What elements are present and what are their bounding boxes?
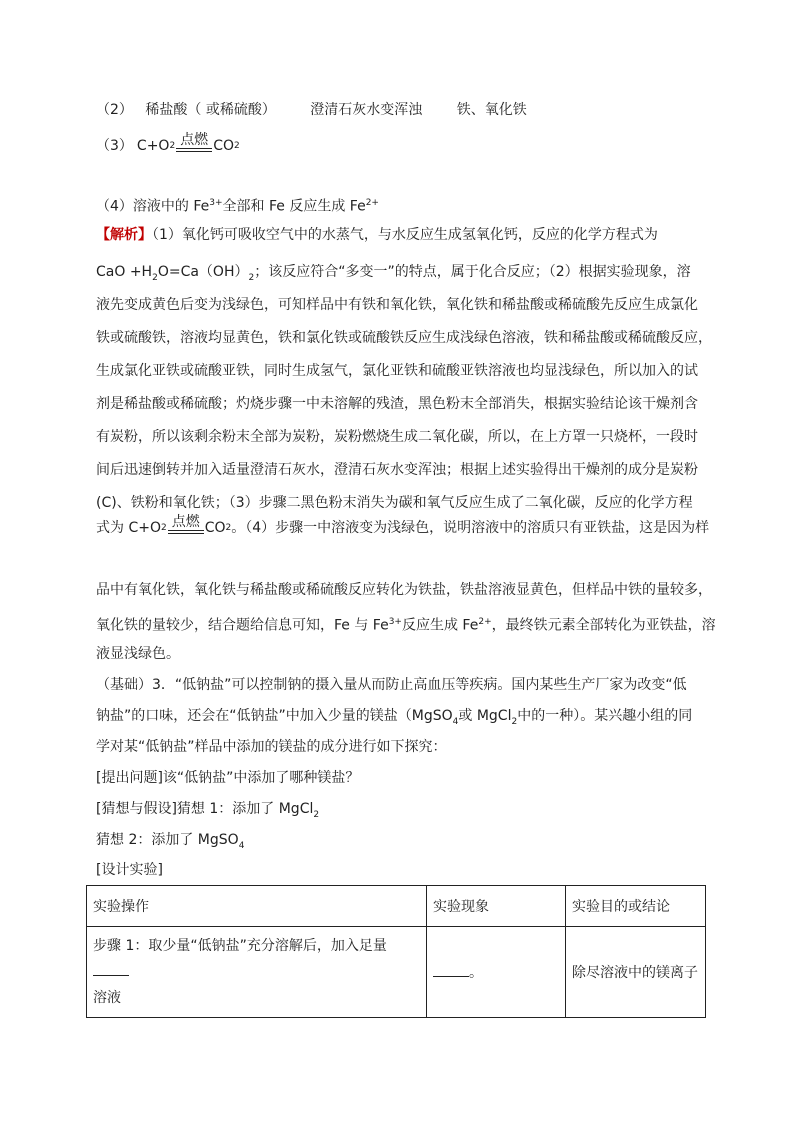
- analysis-text: 剂是稀盐酸或稀硫酸；灼烧步骤一中未溶解的残渣，黑色粉末全部消失，根据实验结论该干燥剂含: [96, 396, 698, 412]
- answer-3: [96, 133, 240, 156]
- table-row: [87, 927, 706, 1018]
- subscript: 4: [238, 840, 245, 851]
- operation-text: 溶液: [93, 990, 121, 1006]
- analysis-text: 间后迅速倒转并加入适量澄清石灰水，澄清石灰水变浑浊；根据上述实验得出干燥剂的成分是炭粉: [96, 462, 698, 478]
- analysis-line-6: [96, 394, 698, 414]
- subscript: 2: [225, 523, 232, 533]
- phenomenon-text: 。: [469, 965, 483, 981]
- table-cell-conclusion: [566, 927, 706, 1018]
- question-text: 中的一种）。某兴趣小组的同: [517, 708, 693, 724]
- analysis-text: 生成氯化亚铁或硫酸亚铁，同时生成氢气，氯化亚铁和硫酸亚铁溶液也均显浅绿色，所以加入的试: [96, 363, 698, 379]
- question-line-6: [96, 830, 244, 856]
- analysis-line-8: [96, 460, 698, 480]
- analysis-line-12: [96, 612, 716, 636]
- question-text: [设计实验]: [96, 862, 163, 878]
- equation-product: CO: [213, 138, 234, 154]
- superscript: 2+: [478, 617, 492, 627]
- question-line-2: [96, 706, 692, 732]
- equation-part: O=Ca（OH）: [157, 264, 249, 280]
- table-header-row: [87, 886, 706, 927]
- analysis-text: 有炭粉，所以该剩余粉末全部为炭粉，炭粉燃烧生成二氧化碳，所以，在上方罩一只烧杯，一段时: [96, 429, 698, 445]
- question-line-5: [96, 799, 319, 825]
- analysis-line-7: [96, 427, 698, 447]
- analysis-text: 品中有氧化铁，氧化铁与稀盐酸或稀硫酸反应转化为铁盐，铁盐溶液显黄色，但样品中铁的量较多，: [96, 582, 712, 598]
- answer-2: [96, 100, 527, 120]
- analysis-text: 氧化铁的量较少，结合题给信息可知，Fe 与 Fe: [96, 617, 389, 634]
- superscript: 2+: [365, 198, 379, 208]
- answer-2-reagent: 稀盐酸（ 或稀硫酸）: [145, 102, 276, 118]
- reaction-condition: [176, 133, 212, 156]
- equation-part: 式为 C+O: [96, 520, 161, 536]
- equation-part: CaO +H: [96, 264, 153, 280]
- subscript: 2: [160, 523, 167, 533]
- condition-text: 点燃: [180, 132, 209, 148]
- analysis-line-11: [96, 580, 712, 600]
- answer-2-conclusion: 铁、氧化铁: [456, 102, 527, 118]
- question-line-3: [96, 737, 447, 757]
- subscript: 2: [248, 272, 255, 283]
- subscript: 2: [511, 716, 518, 727]
- analysis-line-5: [96, 361, 698, 381]
- question-line-1: [96, 675, 687, 695]
- experiment-table: [86, 885, 706, 1018]
- subscript: 2: [233, 141, 240, 151]
- analysis-text: 反应生成 Fe: [401, 617, 479, 634]
- answer-number: （3）: [96, 138, 133, 154]
- question-line-4: [96, 768, 359, 788]
- question-text: 学对某“低钠盐”样品中添加的镁盐的成分进行如下探究：: [96, 739, 447, 755]
- analysis-line-3: [96, 295, 698, 315]
- analysis-text: ；该反应符合“多变一”的特点，属于化合反应；（2）根据实验现象，溶: [254, 264, 691, 280]
- answer-4-text: 全部和 Fe 反应生成 Fe: [222, 198, 366, 215]
- condition-text: 点燃: [171, 514, 200, 530]
- subscript: 4: [452, 716, 459, 727]
- question-text: [提出问题]该“低钠盐”中添加了哪种镁盐？: [96, 770, 360, 786]
- analysis-line-9: [96, 493, 693, 513]
- equals-sign: [176, 148, 212, 152]
- analysis-text: 液先变成黄色后变为浅绿色，可知样品中有铁和氧化铁，氧化铁和稀盐酸或稀硫酸先反应生成氯化: [96, 297, 698, 313]
- conclusion-text: 除尽溶液中的镁离子: [572, 965, 698, 981]
- analysis-line-4: [96, 328, 712, 348]
- superscript: 3+: [209, 198, 223, 208]
- subscript: 2: [152, 272, 158, 283]
- table-cell-operation: [87, 927, 427, 1018]
- table-header: 实验现象: [427, 886, 566, 927]
- question-text: （基础）3．“低钠盐”可以控制钠的摄入量从而防止高血压等疾病。国内某些生产厂家为改变“低: [96, 677, 687, 693]
- analysis-text: 铁或硫酸铁，溶液均显黄色，铁和氯化铁或硫酸铁反应生成浅绿色溶液，铁和稀盐酸或稀硫酸反应，: [96, 330, 712, 346]
- analysis-line-2: [96, 262, 691, 288]
- subscript: 2: [169, 141, 176, 151]
- answer-blank[interactable]: [93, 961, 129, 976]
- answer-4-text: （4）溶液中的 Fe: [96, 198, 210, 215]
- question-text: 猜想 2：添加了 MgSO: [96, 832, 239, 848]
- analysis-line-10: [96, 515, 709, 538]
- analysis-text: ，最终铁元素全部转化为亚铁盐，溶: [491, 617, 716, 634]
- equals-sign: [168, 530, 204, 534]
- analysis-text: （1）氧化钙可吸收空气中的水蒸气，与水反应生成氢氧化钙，反应的化学方程式为: [152, 227, 658, 243]
- analysis-line-1: [96, 225, 658, 245]
- analysis-text: 。（4）步骤一中溶液变为浅绿色，说明溶液中的溶质只有亚铁盐，这是因为样: [231, 520, 710, 536]
- analysis-text: 液显浅绿色。: [96, 646, 180, 662]
- equation-reactants: C+O: [136, 138, 170, 154]
- question-text: 或 MgCl: [458, 708, 512, 724]
- operation-text: 步骤 1：取少量“低钠盐”充分溶解后，加入足量: [93, 938, 387, 954]
- question-line-7: [96, 860, 163, 880]
- table-header: 实验操作: [87, 886, 427, 927]
- question-text: [猜想与假设]猜想 1：添加了 MgCl: [96, 801, 314, 817]
- analysis-text: (C)、铁粉和氧化铁；（3）步骤二黑色粉末消失为碳和氧气反应生成了二氧化碳，反应的化学方程: [96, 495, 693, 511]
- analysis-tag: 【解析】: [96, 227, 152, 243]
- answer-number: （2）: [96, 102, 133, 118]
- equation-product: CO: [204, 520, 226, 536]
- superscript: 3+: [388, 617, 402, 627]
- question-text: 钠盐”的口味，还会在“低钠盐”中加入少量的镁盐（MgSO: [96, 708, 453, 724]
- subscript: 2: [313, 809, 320, 820]
- answer-blank[interactable]: [433, 962, 469, 977]
- table-cell-phenomenon: [427, 927, 566, 1018]
- answer-2-phenomenon: 澄清石灰水变浑浊: [310, 102, 423, 118]
- reaction-condition: [168, 515, 204, 538]
- answer-4: [96, 193, 379, 217]
- table-header: 实验目的或结论: [566, 886, 706, 927]
- analysis-line-13: [96, 644, 180, 664]
